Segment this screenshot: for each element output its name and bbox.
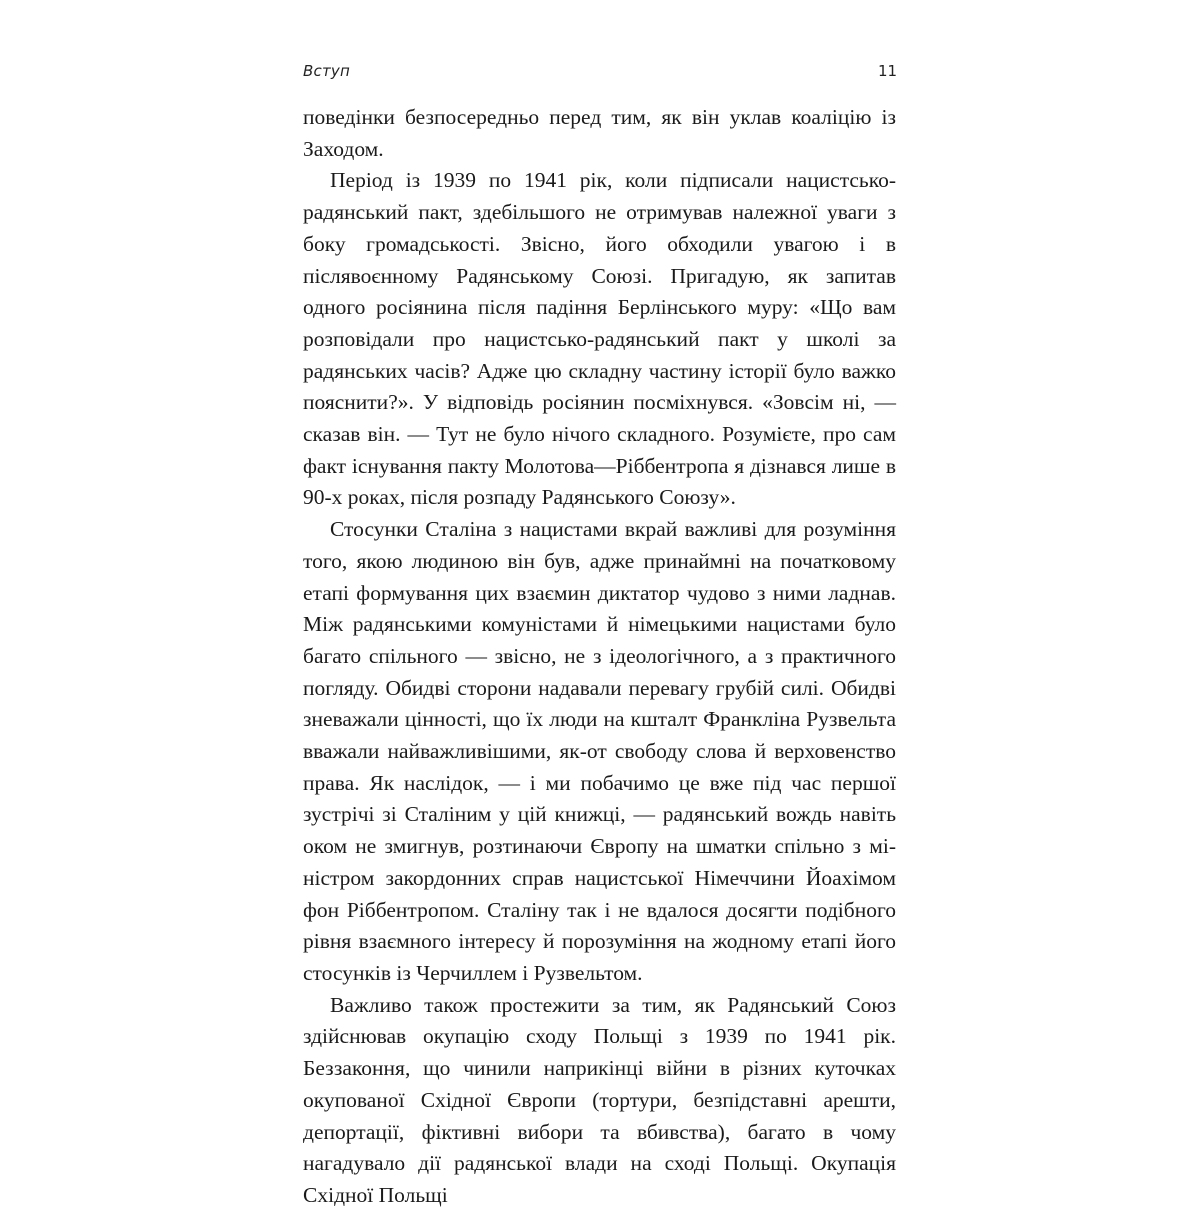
page-number: 11 xyxy=(878,62,898,80)
paragraph-3: Стосунки Сталіна з нацистами вкрай важливі для розуміння того, якою людиною він був, адже принаймні на початковому етапі формування цих взаємин диктатор чудово з ними ладнав. Між радянськими комуністами й німецькими нацистами було багато спільного — звісно, не з ідеологічного, а з практичного погляду. Обидві сторони надавали перевагу грубій силі. Обидві зневажали цінності, що їх люди на кшталт Франкліна Рузвельта вважали найважливішими, як-от свободу слова й верховенство права. Як наслідок, — і ми побачимо це вже під час першої зустрічі зі Сталіним у цій книжці, — радянський вождь навіть оком не змигнув, розтинаючи Європу на шматки спільно з міністром закордонних справ нацистської Німеччини Йоахімом фон Ріббентропом. Сталіну так і не вдалося досягти подібного рівня взаємного інтересу й порозуміння на жодному етапі його стосунків із Черчиллем і Рузвельтом. xyxy=(303,517,896,985)
paragraph-1: поведінки безпосередньо перед тим, як він уклав коаліцію із Заходом. xyxy=(303,105,896,161)
paragraph-2: Період із 1939 по 1941 рік, коли підписали нацистсько-радянський пакт, здебільшого не отримував належної уваги з боку громадськості. Звісно, його обходили увагою і в післявоєнному Радянському Союзі. Пригадую, як запитав одного росіянина після падіння Берлінського муру: «Що вам розповідали про нацистсько-радянський пакт у школі за радянських часів? Адже цю складну частину історії було важко пояснити?». У відповідь росіянин посміхнувся. «Зовсім ні, — сказав він. — Тут не було нічого складного. Розумієте, про сам факт існування пакту Молотова—Ріббентропа я дізнався лише в 90-х роках, після розпаду Радянського Союзу». xyxy=(303,168,896,510)
paragraph-4: Важливо також простежити за тим, як Радянський Союз здійснював окупацію сходу Польщі з 1939 по 1941 рік. Беззаконня, що чинили наприкінці війни в різних куточках окупованої Східної Європи (тортури, безпідставні арешти, депортації, фіктивні вибори та вбивства), багато в чому нагадувало дії радянської влади на сході Польщі. Окупація Східної Польщі xyxy=(303,992,896,1207)
body-text xyxy=(303,102,896,1212)
running-head: Вступ xyxy=(303,62,350,80)
